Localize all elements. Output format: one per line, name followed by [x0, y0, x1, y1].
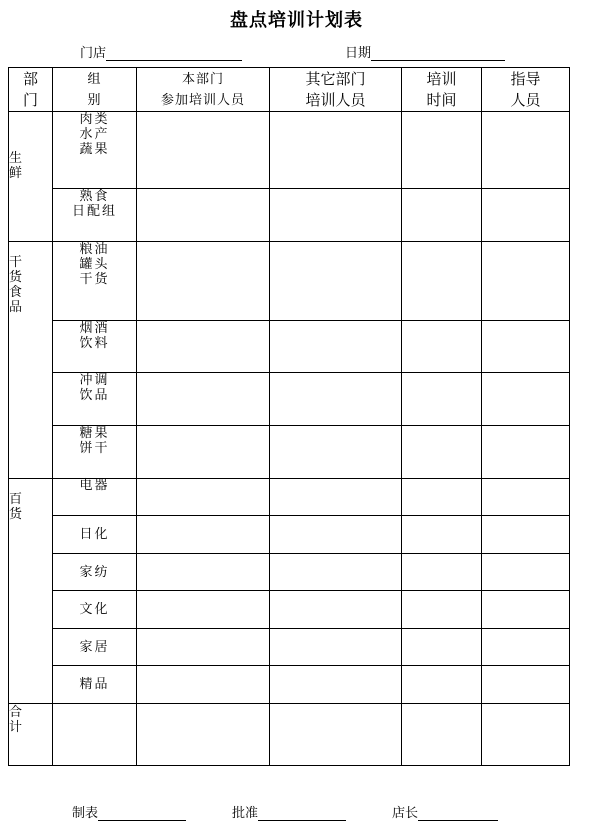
other-staff-cell[interactable] — [270, 189, 402, 242]
time-cell[interactable] — [402, 666, 482, 704]
header-guide: 指导 人员 — [482, 68, 570, 112]
dept-char: 计 — [9, 719, 23, 735]
dept-cell — [9, 479, 53, 704]
manager-input-line[interactable] — [418, 802, 498, 821]
table-row — [9, 591, 570, 629]
dept-staff-cell[interactable] — [137, 591, 270, 629]
guide-cell[interactable] — [482, 479, 570, 516]
table-row — [9, 189, 570, 242]
maker-input-line[interactable] — [98, 802, 186, 821]
group-label: 日配组 — [71, 203, 117, 219]
dept-staff-cell[interactable] — [137, 321, 270, 373]
manager-label: 店长 — [392, 806, 419, 821]
group-cell — [53, 479, 137, 516]
group-cell — [53, 242, 137, 321]
group-label: 糖果 — [79, 426, 110, 441]
header-other-staff: 其它部门 培训人员 — [270, 68, 402, 112]
dept-staff-cell[interactable] — [137, 242, 270, 321]
other-staff-cell[interactable] — [270, 373, 402, 426]
table-row — [9, 373, 570, 426]
guide-cell[interactable] — [482, 554, 570, 591]
time-cell[interactable] — [402, 242, 482, 321]
group-cell — [53, 321, 137, 373]
group-label: 熟食 — [79, 189, 110, 204]
approve-input-line[interactable] — [258, 802, 346, 821]
table-row — [9, 112, 570, 189]
training-plan-table — [8, 67, 570, 766]
other-staff-cell[interactable] — [270, 112, 402, 189]
group-label: 干货 — [79, 271, 110, 287]
group-label: 家纺 — [79, 565, 110, 580]
group-cell — [53, 112, 137, 189]
group-label: 冲调 — [79, 373, 110, 388]
table-row — [9, 704, 570, 766]
header-group: 组 别 — [53, 68, 137, 112]
header-time: 培训 时间 — [402, 68, 482, 112]
dept-staff-cell[interactable] — [137, 629, 270, 666]
group-cell — [53, 666, 137, 704]
other-staff-cell[interactable] — [270, 426, 402, 479]
group-label: 肉类 — [79, 112, 110, 127]
group-label: 饼干 — [79, 440, 110, 456]
approve-field — [232, 802, 346, 821]
dept-staff-cell[interactable] — [137, 479, 270, 516]
dept-char: 生 — [9, 151, 23, 166]
time-cell[interactable] — [402, 112, 482, 189]
group-cell — [53, 704, 137, 766]
guide-cell[interactable] — [482, 704, 570, 766]
time-cell[interactable] — [402, 321, 482, 373]
dept-char: 货 — [9, 269, 23, 285]
dept-staff-cell[interactable] — [137, 554, 270, 591]
group-label: 饮料 — [79, 335, 110, 351]
group-label: 烟酒 — [79, 321, 110, 336]
group-label: 日化 — [79, 527, 110, 542]
guide-cell[interactable] — [482, 242, 570, 321]
time-cell[interactable] — [402, 591, 482, 629]
time-cell[interactable] — [402, 704, 482, 766]
header-dept-staff: 本部门 参加培训人员 — [137, 68, 270, 112]
group-label: 罐头 — [79, 256, 110, 272]
other-staff-cell[interactable] — [270, 321, 402, 373]
dept-staff-cell[interactable] — [137, 516, 270, 554]
dept-char: 品 — [9, 299, 23, 315]
group-cell — [53, 629, 137, 666]
group-label: 精品 — [79, 677, 110, 692]
other-staff-cell[interactable] — [270, 516, 402, 554]
dept-cell — [9, 112, 53, 242]
group-label: 饮品 — [79, 387, 110, 403]
other-staff-cell[interactable] — [270, 666, 402, 704]
dept-staff-cell[interactable] — [137, 426, 270, 479]
table-row — [9, 242, 570, 321]
group-label: 水产 — [79, 126, 110, 142]
table-row — [9, 629, 570, 666]
group-cell — [53, 426, 137, 479]
other-staff-cell[interactable] — [270, 479, 402, 516]
date-field — [345, 42, 505, 61]
time-cell[interactable] — [402, 373, 482, 426]
table-row — [9, 426, 570, 479]
store-field — [80, 42, 242, 61]
date-input-line[interactable] — [371, 44, 505, 61]
dept-char: 食 — [9, 284, 23, 300]
table-row — [9, 516, 570, 554]
group-label: 蔬果 — [79, 141, 110, 157]
group-label: 文化 — [79, 602, 110, 617]
dept-staff-cell[interactable] — [137, 666, 270, 704]
table-row — [9, 321, 570, 373]
dept-char: 合 — [9, 705, 23, 720]
time-cell[interactable] — [402, 554, 482, 591]
maker-label: 制表 — [72, 806, 99, 821]
guide-cell[interactable] — [482, 426, 570, 479]
manager-field — [392, 802, 498, 821]
approve-label: 批准 — [232, 806, 259, 821]
table-row — [9, 554, 570, 591]
header-dept: 部 门 — [9, 68, 53, 112]
group-label: 家居 — [79, 640, 110, 655]
guide-cell[interactable] — [482, 666, 570, 704]
store-input-line[interactable] — [106, 44, 242, 61]
guide-cell[interactable] — [482, 629, 570, 666]
other-staff-cell[interactable] — [270, 554, 402, 591]
guide-cell[interactable] — [482, 516, 570, 554]
group-label: 电器 — [79, 478, 110, 493]
dept-staff-cell[interactable] — [137, 373, 270, 426]
time-cell[interactable] — [402, 516, 482, 554]
store-label: 门店 — [80, 46, 107, 61]
time-cell[interactable] — [402, 479, 482, 516]
time-cell[interactable] — [402, 629, 482, 666]
group-cell — [53, 373, 137, 426]
header-row — [9, 68, 570, 112]
other-staff-cell[interactable] — [270, 704, 402, 766]
other-staff-cell[interactable] — [270, 242, 402, 321]
time-cell[interactable] — [402, 426, 482, 479]
dept-staff-cell[interactable] — [137, 704, 270, 766]
dept-staff-cell[interactable] — [137, 112, 270, 189]
dept-char: 货 — [9, 506, 23, 522]
dept-char: 百 — [9, 492, 23, 507]
group-cell — [53, 189, 137, 242]
guide-cell[interactable] — [482, 189, 570, 242]
guide-cell[interactable] — [482, 112, 570, 189]
maker-field — [72, 802, 186, 821]
other-staff-cell[interactable] — [270, 591, 402, 629]
date-label: 日期 — [345, 46, 372, 61]
dept-staff-cell[interactable] — [137, 189, 270, 242]
group-label: 粮油 — [79, 242, 110, 257]
dept-cell — [9, 242, 53, 479]
dept-char: 鲜 — [9, 165, 23, 181]
table-row — [9, 479, 570, 516]
table-row — [9, 666, 570, 704]
group-cell — [53, 554, 137, 591]
dept-char: 干 — [9, 255, 23, 270]
other-staff-cell[interactable] — [270, 629, 402, 666]
guide-cell[interactable] — [482, 591, 570, 629]
time-cell[interactable] — [402, 189, 482, 242]
guide-cell[interactable] — [482, 321, 570, 373]
dept-cell — [9, 704, 53, 766]
form-title: 盘点培训计划表 — [230, 10, 363, 31]
group-cell — [53, 591, 137, 629]
group-cell — [53, 516, 137, 554]
guide-cell[interactable] — [482, 373, 570, 426]
